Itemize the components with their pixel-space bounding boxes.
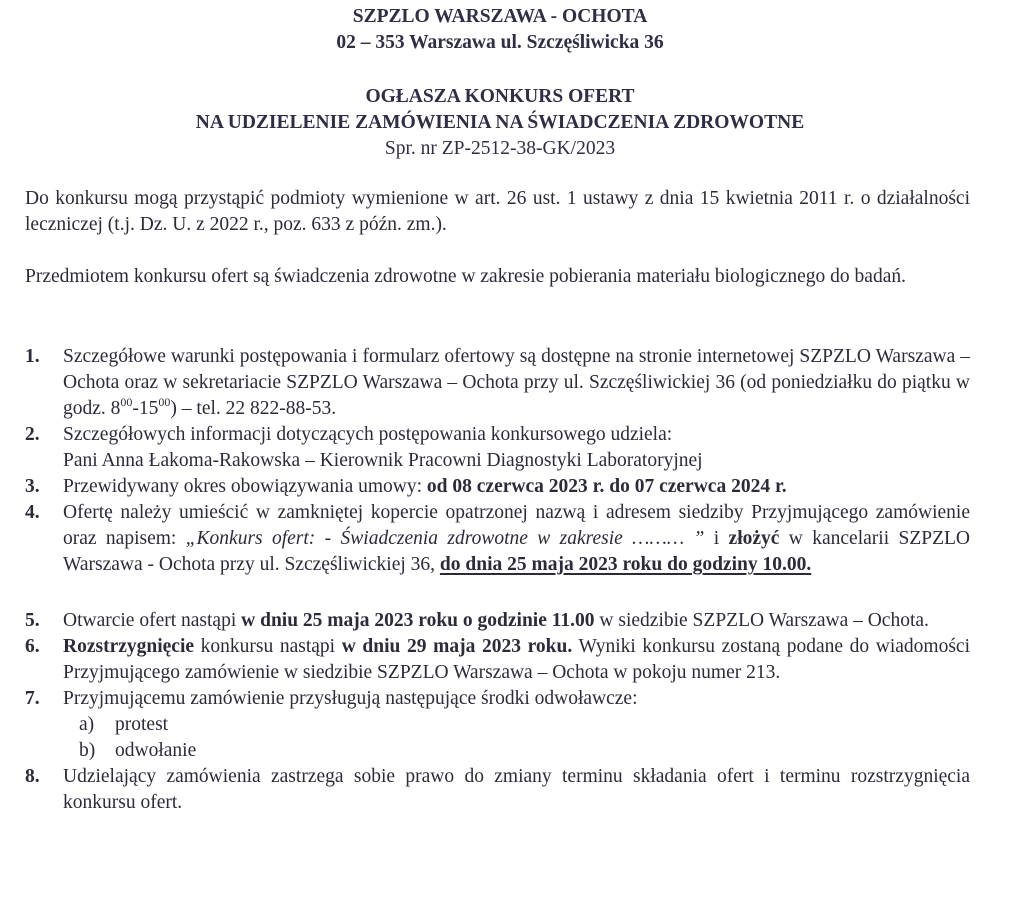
announcement-title: OGŁASZA KONKURS OFERT (365, 86, 635, 107)
deadline-underlined: do dnia 25 maja 2023 roku do godziny 10.00. (439, 554, 812, 575)
list-item (25, 422, 970, 474)
list-item (25, 686, 970, 764)
item-text: Rozstrzygnięcie konkursu nastąpi w dniu 29 maja 2023 roku. Wyniki konkursu zostaną podane do wiadomości Przyjmującego zamówienie w siedzibie SZPZLO Warszawa – Ochota w pokoju numer 213. (63, 636, 971, 683)
list-item (25, 764, 970, 816)
item-number: 1. (25, 346, 40, 367)
sub-item: b) odwołanie (79, 740, 197, 761)
announcement-subtitle: NA UDZIELENIE ZAMÓWIENIA NA ŚWIADCZENIA ZDROWOTNE (195, 112, 805, 133)
list-item (25, 344, 970, 422)
sub-item: a) protest (79, 714, 169, 735)
conditions-list (25, 344, 970, 816)
item-number: 4. (25, 502, 40, 523)
item-text: Ofertę należy umieścić w zamkniętej kopercie opatrzonej nazwą i adresem siedziby Przyjmującego zamówienie oraz napisem: „Konkurs ofert: - Świadczenia zdrowotne w zakresie ……… ” i złożyć w kancelarii SZPZLO Warszawa - Ochota przy ul. Szczęśliwickiej 36, do dnia 25 maja 2023 roku do godziny 10.00. (63, 502, 970, 575)
list-item (25, 474, 970, 500)
org-address: 02 – 353 Warszawa ul. Szczęśliwicka 36 (336, 32, 664, 53)
item-number: 6. (25, 636, 40, 657)
item-text: Szczegółowe warunki postępowania i formularz ofertowy są dostępne na stronie internetowej SZPZLO Warszawa – Ochota oraz w sekretariacie SZPZLO Warszawa – Ochota przy ul. Szczęśliwickiej 36 (od poniedziałku do piątku w godz. $8^{00}-15^{00}$) – tel. 22 822-88-53. (63, 346, 970, 419)
item-number: 5. (25, 610, 40, 631)
intro-paragraph-1: Do konkursu mogą przystąpić podmioty wymienione w art. 26 ust. 1 ustawy z dnia 15 kwietnia 2011 r. o działalności leczniczej (t.j. Dz. U. z 2022 r., poz. 633 z późn. zm.). (25, 188, 970, 235)
item-text: Przewidywany okres obowiązywania umowy: od 08 czerwca 2023 r. do 07 czerwca 2024 r. (63, 476, 787, 497)
list-item (25, 608, 970, 634)
list-item (25, 500, 970, 578)
header (0, 4, 1000, 162)
item-number: 8. (25, 766, 40, 787)
item-number: 2. (25, 424, 40, 445)
list-item (25, 634, 970, 686)
item-number: 3. (25, 476, 40, 497)
intro-paragraph-2: Przedmiotem konkursu ofert są świadczenia zdrowotne w zakresie pobierania materiału biologicznego do badań. (25, 266, 906, 287)
reference-number: Spr. nr ZP-2512-38-GK/2023 (384, 138, 616, 159)
item-text: Udzielający zamówienia zastrzega sobie prawo do zmiany terminu składania ofert i terminu rozstrzygnięcia konkursu ofert. (63, 766, 970, 813)
item-text: Przyjmującemu zamówienie przysługują następujące środki odwoławcze: a) protest b) odwołanie (63, 686, 970, 764)
item-text: Otwarcie ofert nastąpi w dniu 25 maja 2023 roku o godzinie 11.00 w siedzibie SZPZLO Warszawa – Ochota. (63, 610, 929, 631)
item-number: 7. (25, 688, 40, 709)
org-name: SZPZLO WARSZAWA - OCHOTA (352, 6, 648, 27)
item-text: Szczegółowych informacji dotyczących postępowania konkursowego udziela: Pani Anna Łakoma-Rakowska – Kierownik Pracowni Diagnostyki Laboratoryjnej (63, 424, 703, 471)
